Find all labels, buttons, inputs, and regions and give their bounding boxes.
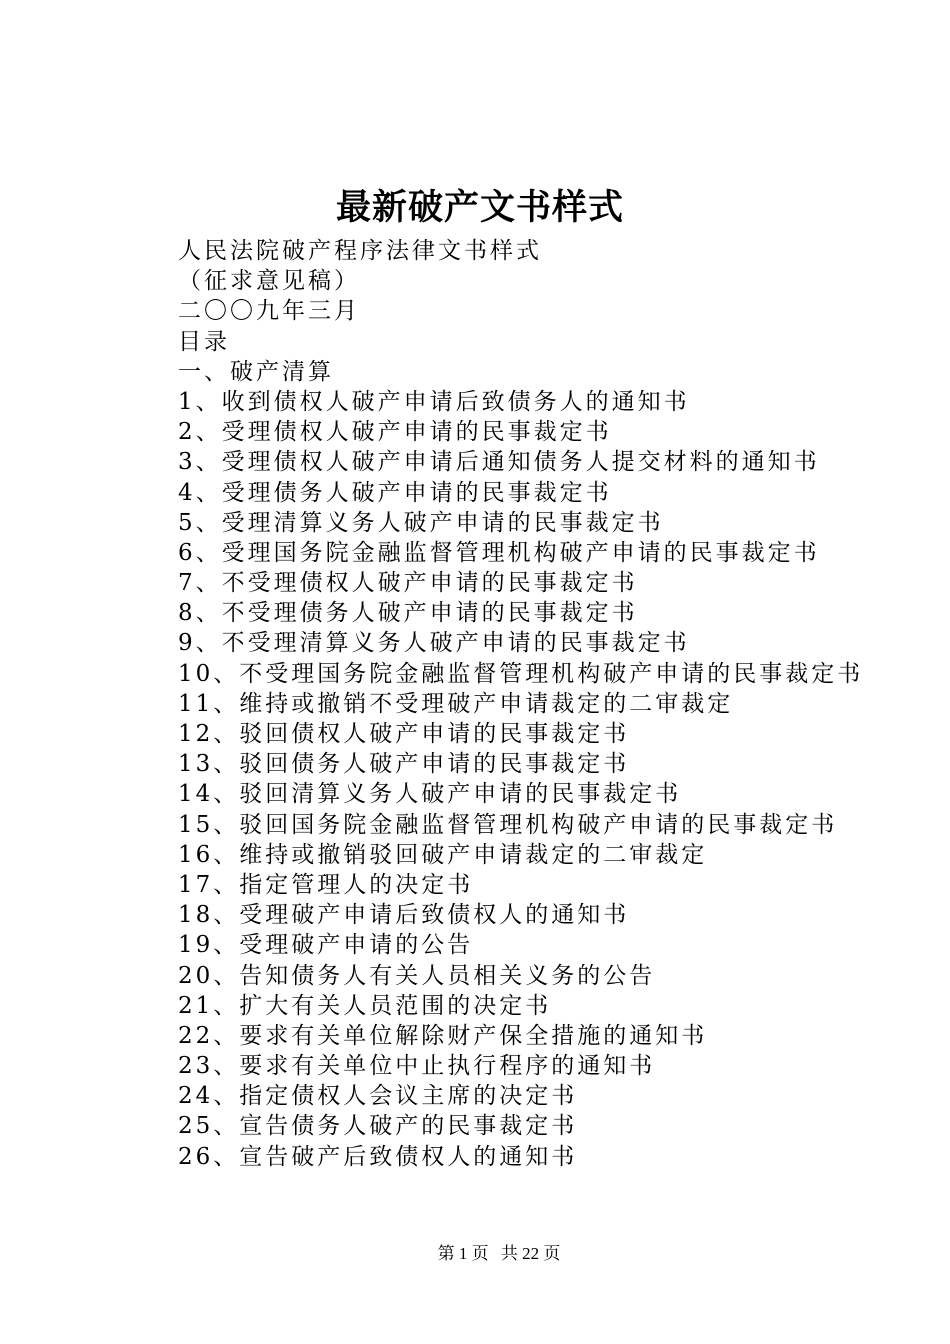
- toc-item: 11、维持或撤销不受理破产申请裁定的二审裁定: [178, 690, 734, 717]
- toc-item: 16、维持或撤销驳回破产申请裁定的二审裁定: [178, 841, 708, 868]
- page-number: 第 1 页: [437, 1244, 489, 1263]
- page-footer: [0, 1242, 950, 1266]
- toc-item: 14、驳回清算义务人破产申请的民事裁定书: [178, 781, 682, 808]
- toc-item: 2、受理债权人破产申请的民事裁定书: [178, 419, 612, 446]
- document-title: 最新破产文书样式: [335, 187, 624, 228]
- toc-item: 13、驳回债务人破产申请的民事裁定书: [178, 751, 630, 778]
- toc-item: 21、扩大有关人员范围的决定书: [178, 992, 552, 1019]
- toc-item: 10、不受理国务院金融监督管理机构破产申请的民事裁定书: [178, 660, 864, 687]
- toc-item: 4、受理债务人破产申请的民事裁定书: [178, 479, 612, 506]
- toc-item: 8、不受理债务人破产申请的民事裁定书: [178, 600, 638, 627]
- toc-item: 6、受理国务院金融监督管理机构破产申请的民事裁定书: [178, 539, 820, 566]
- toc-item: 18、受理破产申请后致债权人的通知书: [178, 902, 630, 929]
- toc-item: 1、收到债权人破产申请后致债务人的通知书: [178, 388, 690, 415]
- toc-item: 22、要求有关单位解除财产保全措施的通知书: [178, 1022, 708, 1049]
- document-date: 二〇〇九年三月: [178, 298, 360, 325]
- toc-item: 17、指定管理人的决定书: [178, 871, 474, 898]
- toc-item: 23、要求有关单位中止执行程序的通知书: [178, 1053, 656, 1080]
- subtitle: 人民法院破产程序法律文书样式: [178, 238, 542, 264]
- draft-note: （征求意见稿）: [178, 268, 360, 295]
- toc-item: 3、受理债权人破产申请后通知债务人提交材料的通知书: [178, 449, 820, 476]
- toc-item: 24、指定债权人会议主席的决定书: [178, 1083, 578, 1110]
- toc-item: 12、驳回债权人破产申请的民事裁定书: [178, 721, 630, 747]
- toc-heading: 目录: [178, 328, 230, 355]
- toc-item: 9、不受理清算义务人破产申请的民事裁定书: [178, 630, 690, 657]
- toc-item: 20、告知债务人有关人员相关义务的公告: [178, 962, 656, 989]
- total-pages: 共 22 页: [500, 1244, 561, 1263]
- toc-item: 7、不受理债权人破产申请的民事裁定书: [178, 570, 638, 597]
- toc-item: 25、宣告债务人破产的民事裁定书: [178, 1113, 578, 1140]
- document-body: [178, 236, 878, 1172]
- toc-item: 26、宣告破产后致债权人的通知书: [178, 1143, 578, 1170]
- section-heading: 一、破产清算: [178, 358, 334, 385]
- toc-item: 5、受理清算义务人破产申请的民事裁定书: [178, 509, 664, 536]
- toc-item: 19、受理破产申请的公告: [178, 932, 474, 959]
- toc-item: 15、驳回国务院金融监督管理机构破产申请的民事裁定书: [178, 811, 838, 838]
